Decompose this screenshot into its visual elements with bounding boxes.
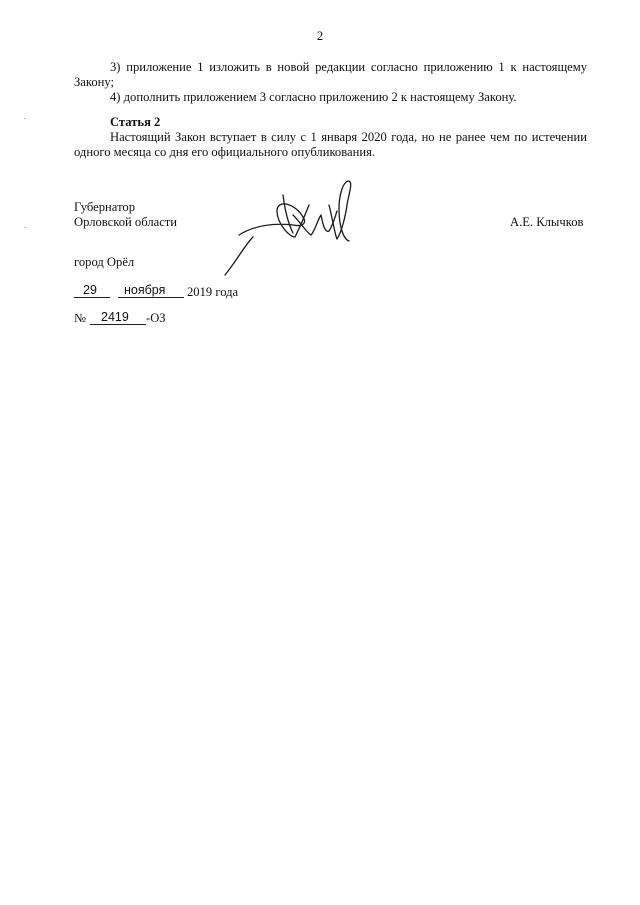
article-2-text: Настоящий Закон вступает в силу с 1 января 2020 года, но не ранее чем по истечении одного месяца со дня его официального опубликования. xyxy=(74,130,587,159)
signature xyxy=(215,175,365,280)
signatory-title-line2: Орловской области xyxy=(74,215,178,229)
place-of-signing: город Орёл xyxy=(74,255,135,269)
signatory-title-line1: Губернатор xyxy=(74,200,135,214)
law-number-suffix: -ОЗ xyxy=(146,311,166,325)
signatory-name: А.Е. Клычков xyxy=(510,215,584,229)
article-2-heading: Статья 2 xyxy=(110,115,161,129)
date-month: ноября xyxy=(124,283,166,297)
date-year: 2019 года xyxy=(187,285,239,299)
amendment-item-4: 4) дополнить приложением 3 согласно приложению 2 к настоящему Закону. xyxy=(110,90,517,104)
page-number: 2 xyxy=(316,29,324,43)
amendment-item-3: 3) приложение 1 изложить в новой редакции согласно приложению 1 к настоящему Закону; xyxy=(74,60,587,89)
scan-artifact xyxy=(24,227,26,228)
law-number-prefix: № xyxy=(74,311,87,325)
law-number-value: 2419 xyxy=(101,310,129,324)
date-day: 29 xyxy=(83,283,97,297)
scan-artifact xyxy=(24,118,26,119)
